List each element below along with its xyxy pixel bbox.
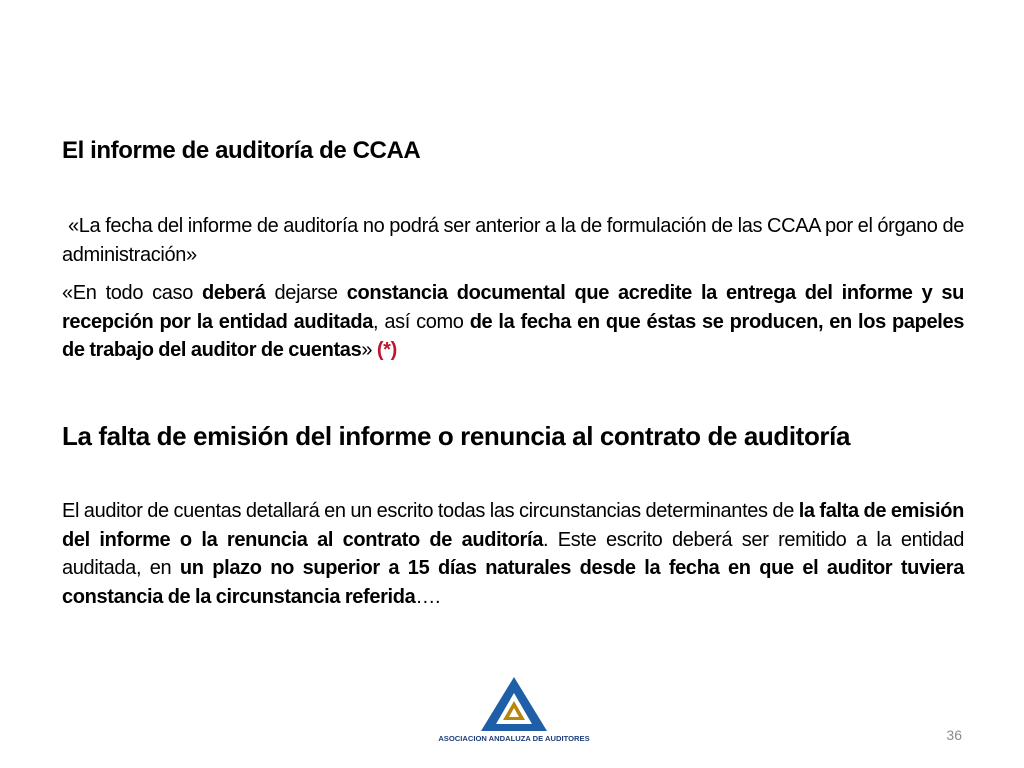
text-run: dejarse [265, 282, 347, 304]
page-number: 36 [946, 727, 962, 743]
bold-text-run: constancia documental que acredite la entrega del informe y su recepción por la entidad auditada [62, 282, 965, 333]
note-marker: (*) [376, 339, 397, 361]
bold-text-run: un plazo no superior a 15 días naturales desde la fecha en que el auditor tuviera constancia de la circunstancia referida [62, 557, 964, 608]
bold-text-run: de la fecha en que éstas se producen, en los papeles de trabajo del auditor de cuentas [62, 310, 965, 361]
quote-fecha-informe [62, 212, 964, 269]
section-title-informe: El informe de auditoría de CCAA [62, 137, 421, 164]
bold-text-run: deberá [202, 282, 266, 304]
text-run: . Este escrito deberá ser remitido a la entidad auditada, en [62, 528, 964, 579]
asociacion-andaluza-logo [432, 675, 596, 745]
text-run: «La fecha del informe de auditoría no podrá ser anterior a la de formulación de las CCAA por el órgano de administración» [62, 215, 964, 266]
text-run: , así como [373, 310, 470, 333]
quote-fecha-content [62, 215, 964, 266]
text-run: » [361, 339, 377, 361]
logo-text: ASOCIACION ANDALUZA DE AUDITORES [438, 734, 590, 743]
section-title-falta-emision: La falta de emisión del informe o renuncia al contrato de auditoría [62, 421, 851, 451]
text-run: El auditor de cuentas detallará en un escrito todas las circunstancias determinantes de [62, 500, 799, 522]
bold-text-run: la falta de emisión del informe o la renuncia al contrato de auditoría [62, 500, 964, 551]
quote-constancia-documental [62, 279, 964, 365]
text-run: «En todo caso [62, 282, 202, 304]
paragraph-escrito-auditor [62, 497, 964, 611]
text-run: …. [415, 585, 441, 608]
